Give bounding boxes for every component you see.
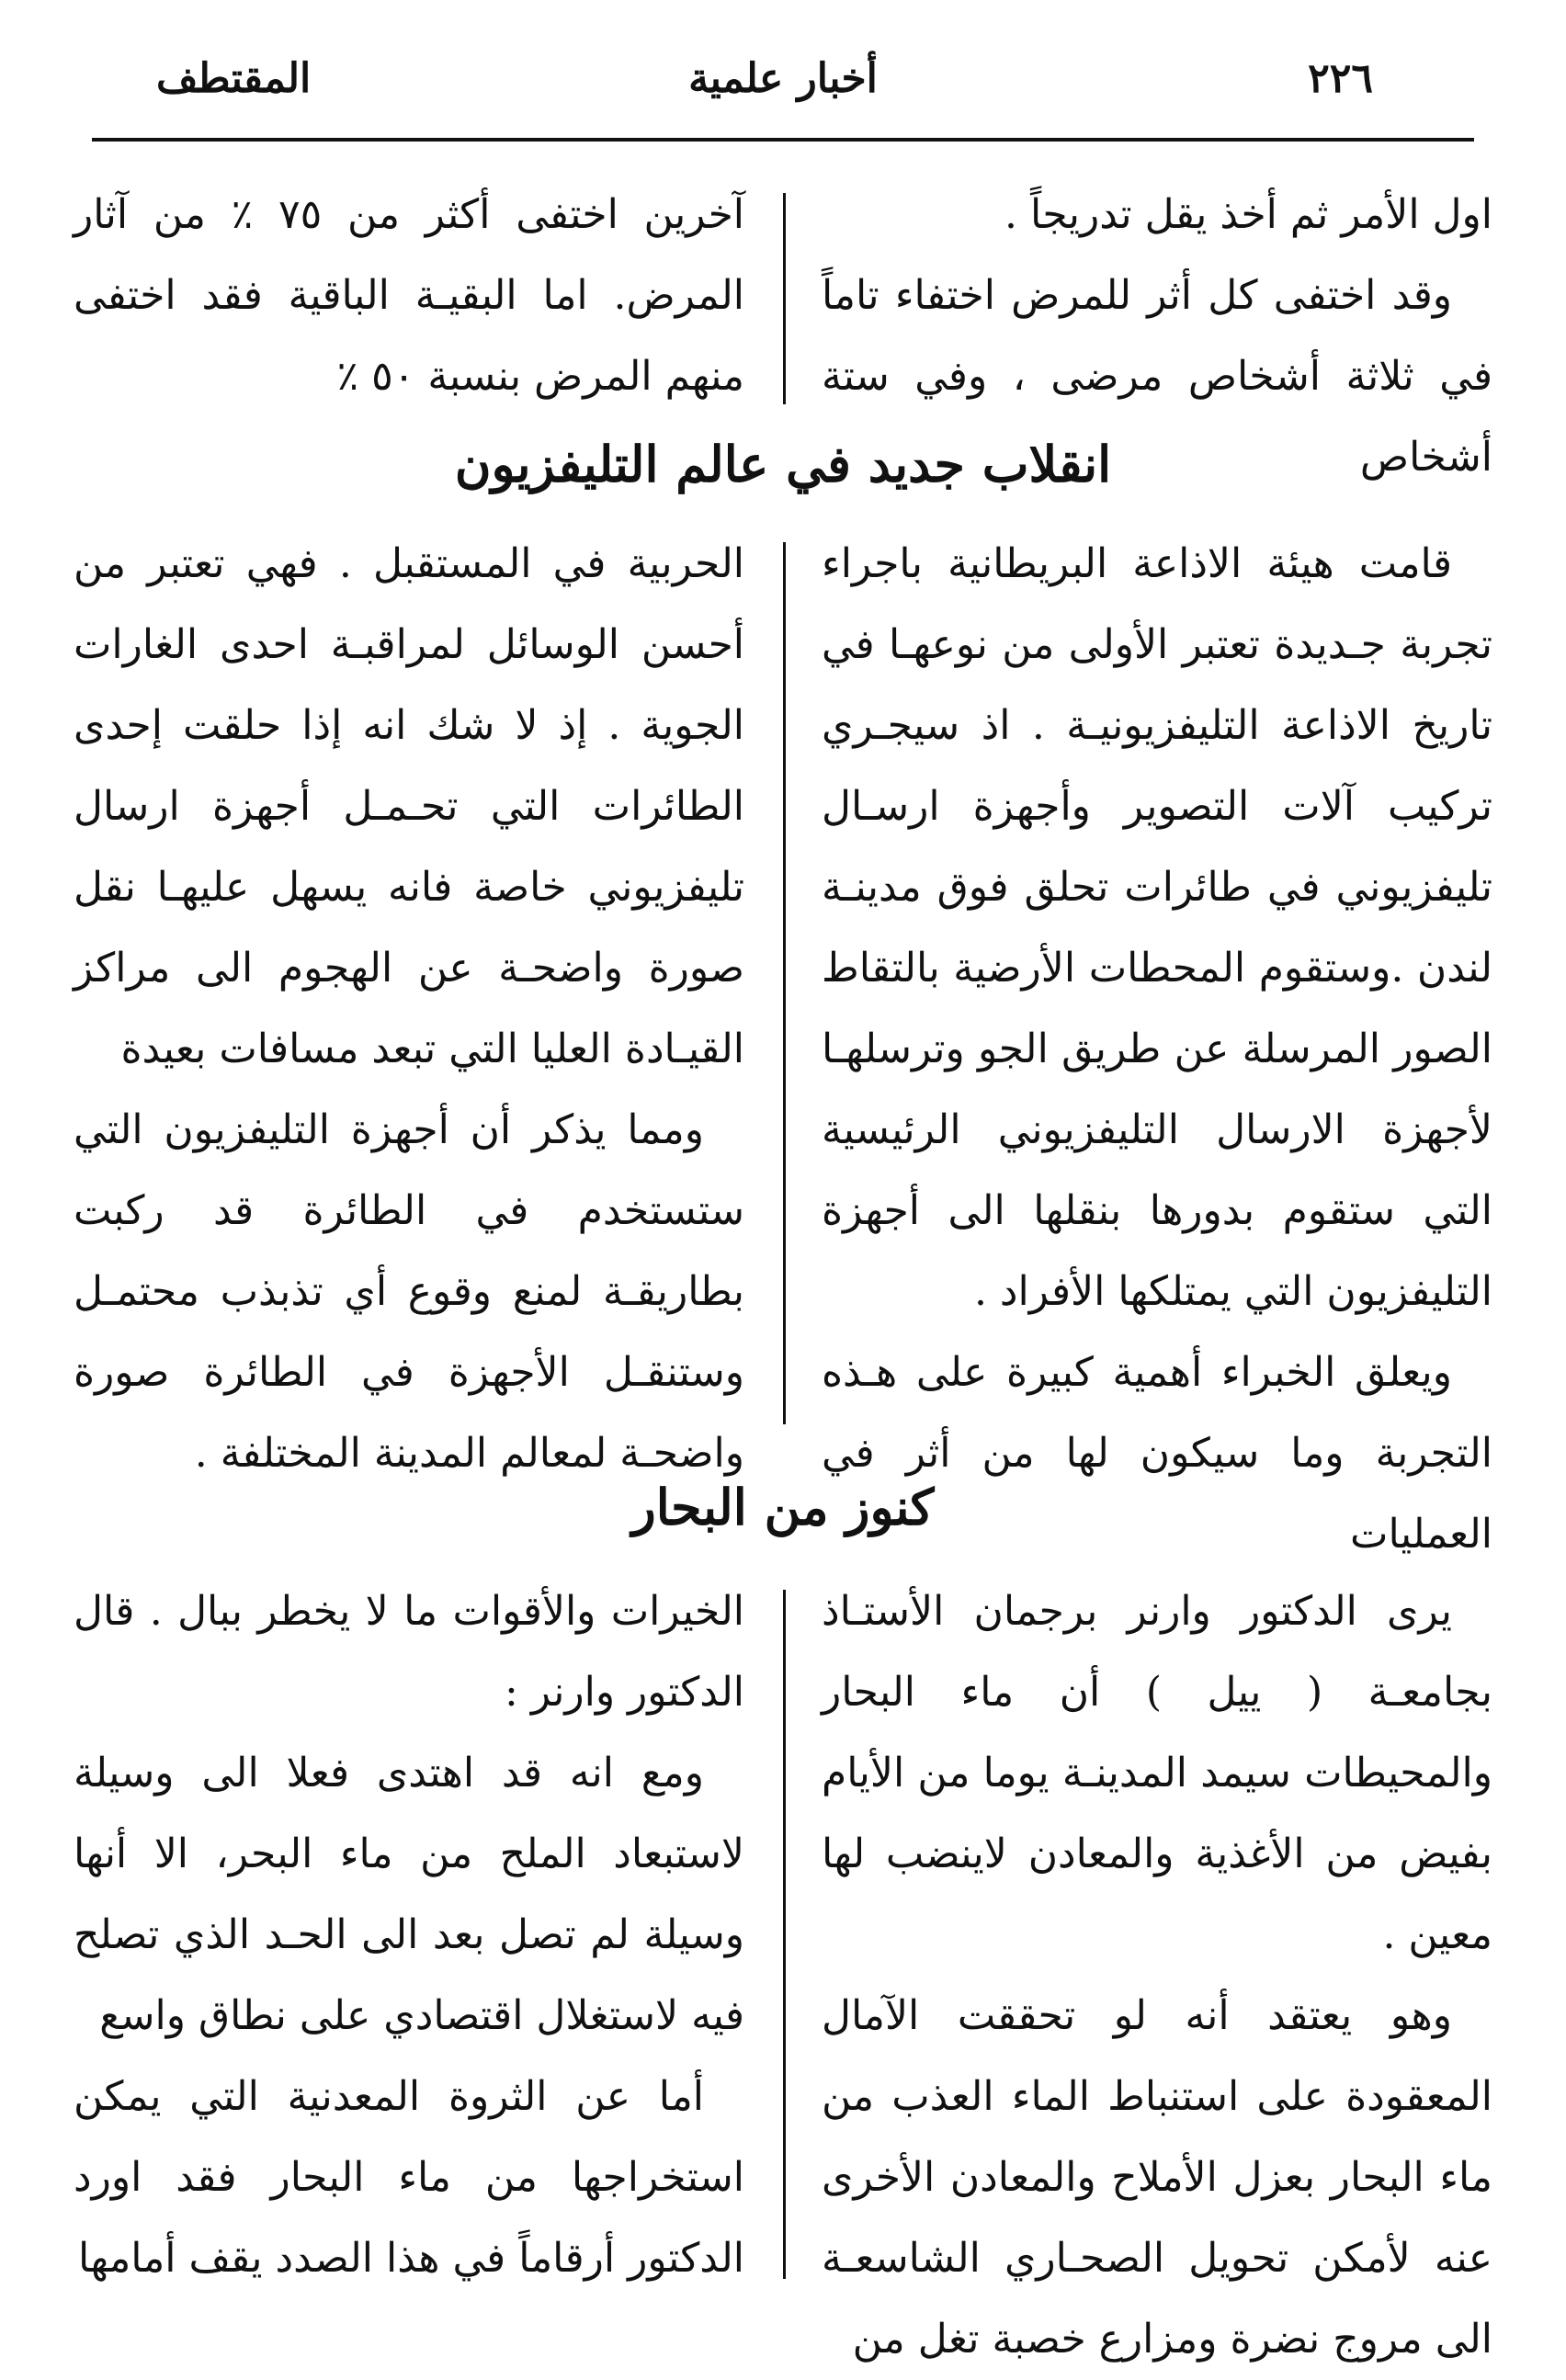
paragraph: يرى الدكتور وارنر برجمان الأستـاذ بجامعـة ( ييل ) أن ماء البحار والمحيطات سيمد المدينـة يوما من الأيام بفيض من الأغذية والمعادن لاينضب لها معين . <box>822 1588 1492 1958</box>
paragraph: ومما يذكر أن أجهزة التليفزيون التي ستستخدم في الطائرة قد ركبت بطاريقـة لمنع وقوع أي تذبذب محتمـل وستنقـل الأجهزة في الطائرة صورة واضحـة لمعالم المدينة المختلفة . <box>74 1106 744 1477</box>
magazine-name: المقتطف <box>156 55 312 102</box>
left-column <box>74 1571 744 2297</box>
left-column <box>74 524 744 1477</box>
paragraph: الحربية في المستقبل . فهي تعتبر من أحسن الوسائل لمراقبـة احدى الغارات الجوية . إذ لا شك انه إذا حلقت إحدى الطائرات التي تحـمـل أجهزة ارسال تليفزيوني خاصة فانه يسهل عليهـا نقل صورة واضحـة عن الهجوم الى مراكز القيـادة العليا التي تبعد مسافات بعيدة <box>74 540 744 1072</box>
paragraph: قامت هيئة الاذاعة البريطانية باجراء تجربة جـديدة تعتبر الأولى من نوعهـا في تاريخ الاذاعة التليفزيونيـة . اذ سيجـري تركيب آلات التصوير وأجهزة ارسـال تليفزيوني في طائرات تحلق فوق مدينـة لندن .وستقوم المحطات الأرضية بالتقاط الصور المرسلة عن طريق الجو وترسلهـا لأجهزة الارسال التليفزيوني الرئيسية التي ستقوم بدورها بنقلها الى أجهزة التليفزيون التي يمتلكها الأفراد . <box>822 540 1492 1315</box>
header-rule <box>92 138 1474 142</box>
article-title: انقلاب جديد في عالم التليفزيون <box>454 435 1112 493</box>
paragraph: أما عن الثروة المعدنية التي يمكن استخراجها من ماء البحار فقد اورد الدكتور أرقاماً في هذا الصدد يقف أمامها <box>74 2073 744 2282</box>
paragraph: الخيرات والأقوات ما لا يخطر ببال . قال الدكتور وارنر : <box>74 1588 744 1716</box>
running-header <box>92 42 1474 116</box>
right-column <box>822 175 1492 481</box>
article-title: كنوز من البحار <box>631 1478 935 1536</box>
column-separator <box>783 1590 786 2279</box>
paragraph: اول الأمر ثم أخذ يقل تدريجاً . <box>1004 191 1492 238</box>
page-number: ٢٢٦ <box>1308 55 1373 102</box>
paragraph: ومع انه قد اهتدى فعلا الى وسيلة لاستبعاد الملح من ماء البحر، الا أنها وسيلة لم تصل بعد الى الحـد الذي تصلح فيه لاستغلال اقتصادي على نطاق واسع <box>74 1750 744 2039</box>
article-body <box>74 1571 1492 2363</box>
right-column <box>822 524 1492 1558</box>
paragraph: وقد اختفى كل أثر للمرض اختفاء تاماً في ثلاثة أشخاص مرضى ، وفي ستة أشخاص <box>822 272 1492 481</box>
paragraph: ويعلق الخبراء أهمية كبيرة على هـذه التجربة وما سيكون لها من أثر في العمليات <box>822 1349 1492 1558</box>
column-separator <box>783 193 786 404</box>
paragraph: آخرين اختفى أكثر من ٧٥ ٪ من آثار المرض. اما البقيـة الباقية فقد اختفى منهم المرض بنسبة ٥٠ ٪ <box>74 191 744 400</box>
column-separator <box>783 542 786 1424</box>
section-title: أخبار علمية <box>688 55 878 102</box>
paragraph: وهو يعتقد أنه لو تحققت الآمال المعقودة على استنباط الماء العذب من ماء البحار بعزل الأملاح والمعادن الأخرى عنه لأمكن تحويل الصحـاري الشاسعـة الى مروج نضرة ومزارع خصبة تغل من <box>822 1992 1492 2363</box>
right-column <box>822 1571 1492 2363</box>
left-column <box>74 175 744 423</box>
